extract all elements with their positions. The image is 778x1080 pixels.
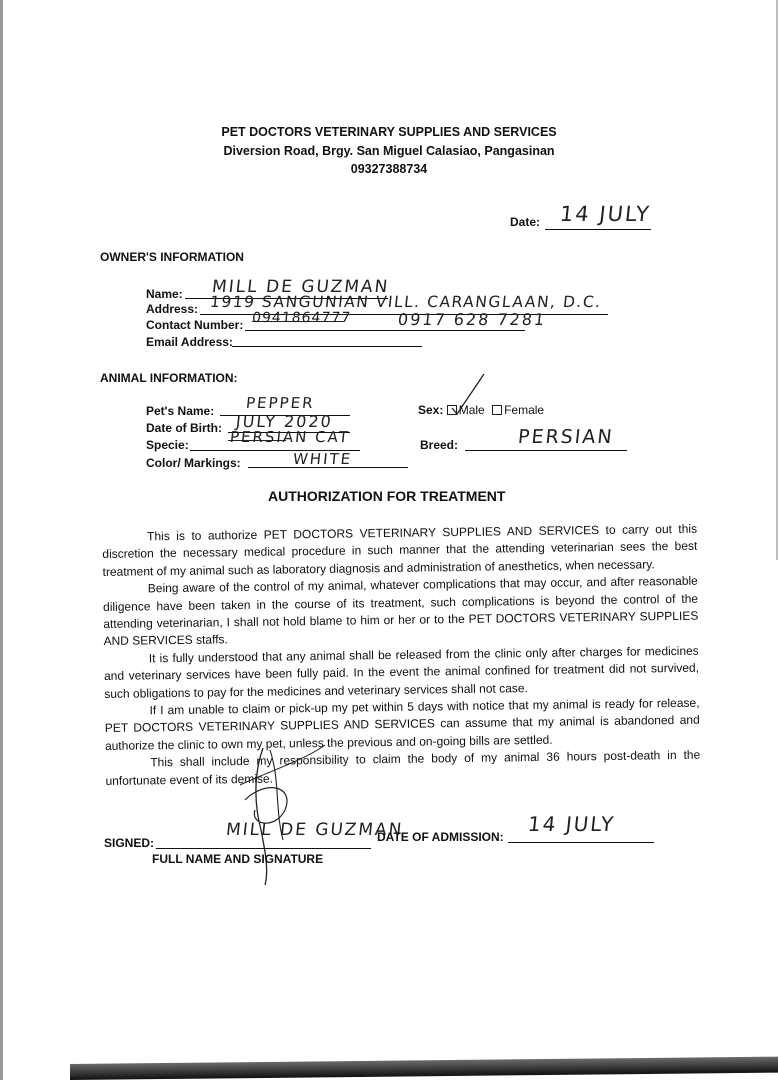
scan-edge-bottom	[70, 1057, 778, 1080]
color-label: Color/ Markings:	[146, 456, 241, 470]
breed-value: PERSIAN	[516, 426, 615, 448]
owner-address-label: Address:	[146, 302, 199, 316]
signed-label: SIGNED:	[104, 836, 155, 850]
admission-date-label: DATE OF ADMISSION:	[377, 830, 504, 844]
owner-section-title: OWNER'S INFORMATION	[100, 250, 244, 264]
contact-number-crossed: 0941864777	[251, 310, 352, 326]
date-label: Date:	[510, 215, 541, 229]
female-checkbox	[492, 405, 502, 415]
contact-strikethrough	[252, 321, 344, 322]
breed-label: Breed:	[420, 438, 459, 452]
authorization-paragraph: If I am unable to claim or pick-up my pet within 5 days with notice that my animal is ready for release, PET DOCTORS VETERINARY SUPPLIES AND SERVICES can assume that my animal is abandoned and authorize the clinic to own my pet, unless the previous and on-going bills are settled.	[104, 695, 700, 753]
company-phone: 09327388734	[350, 162, 428, 176]
contact-number-value: 0917 628 7281	[397, 310, 548, 329]
signed-name-value: MILL DE GUZMAN	[224, 820, 405, 840]
color-value: WHITE	[292, 450, 354, 468]
specie-strikethrough	[228, 440, 286, 441]
date-line	[545, 229, 651, 230]
authorization-text	[102, 521, 701, 790]
owner-name-value: MILL DE GUZMAN	[210, 277, 391, 297]
date-value: 14 JULY	[558, 202, 652, 226]
dob-value: JULY 2020	[235, 412, 334, 431]
company-name: PET DOCTORS VETERINARY SUPPLIES AND SERVICES	[221, 125, 557, 139]
sex-label: Sex:	[418, 403, 444, 417]
male-check-mark	[440, 372, 490, 417]
email-line	[232, 346, 422, 347]
contact-number-label: Contact Number:	[146, 318, 244, 332]
authorization-paragraph: This is to authorize PET DOCTORS VETERINARY SUPPLIES AND SERVICES to carry out this discretion the necessary medical procedure in such manner that the attending veterinarian sees the best treatment of my animal such as laboratory diagnosis and administration of anesthetics, when necessary.	[102, 521, 698, 579]
male-option: Male	[458, 403, 485, 417]
owner-address-value: 1919 SANGUNIAN VILL. CARANGLAAN, D.C.	[209, 293, 603, 311]
contact-number-line	[245, 330, 525, 331]
pet-name-label: Pet's Name:	[146, 404, 215, 418]
signature-line	[156, 848, 371, 849]
pet-name-value: PEPPER	[245, 394, 316, 412]
specie-value: PERSIAN CAT	[229, 428, 351, 446]
email-label: Email Address:	[146, 335, 233, 349]
authorization-paragraph: This shall include my responsibility to claim the body of my animal 36 hours post-death in the unfortunate event of its demise.	[105, 747, 701, 788]
full-name-signature-label: FULL NAME AND SIGNATURE	[152, 852, 324, 866]
admission-date-line	[508, 842, 654, 843]
breed-line	[465, 450, 627, 451]
authorization-title: AUTHORIZATION FOR TREATMENT	[268, 488, 506, 504]
female-option: Female	[504, 403, 545, 417]
admission-date-value: 14 JULY	[526, 812, 617, 836]
authorization-paragraph: Being aware of the control of my animal, whatever complications that may occur, and after reasonable diligence have been taken in the course of its treatment, such complications is beyond the control of the attending veterinarian, I shall not hold blame to him or her or to the PET DOCTORS VETERINARY SUPPLIES AND SERVICES staffs.	[102, 573, 699, 649]
signature-scribble	[225, 740, 335, 890]
animal-section-title: ANIMAL INFORMATION:	[100, 371, 238, 385]
company-address: Diversion Road, Brgy. San Miguel Calasiao, Pangasinan	[223, 144, 555, 158]
specie-label: Specie:	[146, 438, 189, 452]
authorization-paragraph: It is fully understood that any animal shall be released from the clinic only after charges for medicines and veterinary services have been fully paid. In the event the animal confined for treatment did not survived, such obligations to pay for the medicines and veterinary services shall not case.	[103, 643, 700, 701]
owner-name-label: Name:	[146, 287, 183, 301]
dob-label: Date of Birth:	[146, 421, 222, 435]
